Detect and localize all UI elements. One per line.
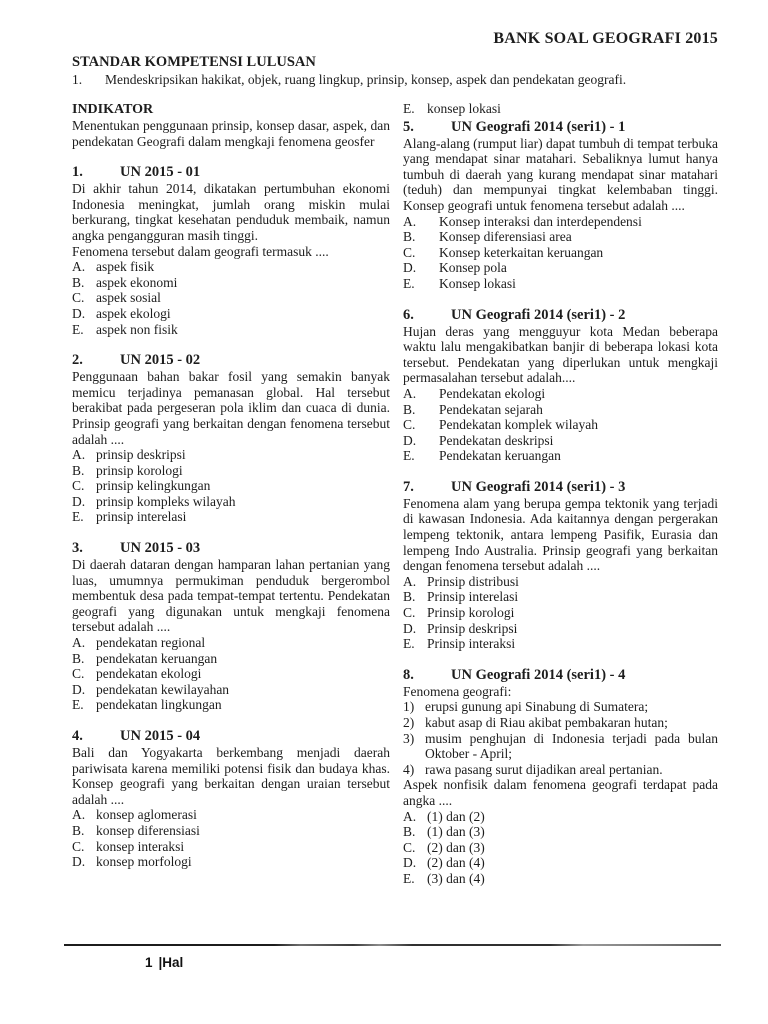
option-text: prinsip kompleks wilayah (96, 493, 236, 509)
skl-item-text: Mendeskripsikan hakikat, objek, ruang lingkup, prinsip, konsep, aspek dan pendekatan geografi. (105, 72, 627, 87)
answer-option (403, 824, 718, 840)
option-letter: C. (403, 839, 416, 855)
answer-option (403, 605, 718, 621)
answer-option (403, 276, 718, 292)
option-text: aspek ekologi (96, 305, 171, 321)
option-letter: A. (72, 447, 86, 463)
question-body: Hujan deras yang mengguyur kota Medan beberapa waktu lalu mengakibatkan banjir di beberapa lokasi kota tersebut. Pendekatan yang diperlukan untuk mengkaji permasalahan tersebut adalah.... (403, 323, 718, 386)
question-number: 7. (403, 478, 414, 495)
option-text: pendekatan regional (96, 635, 206, 651)
footer-page-number: 1 (145, 955, 153, 970)
footer-label: |Hal (158, 955, 184, 970)
answer-option (403, 402, 718, 418)
answer-option (403, 417, 718, 433)
option-text: pendekatan lingkungan (96, 697, 222, 713)
list-item (403, 699, 718, 715)
option-text: konsep morfologi (96, 854, 192, 870)
option-letter: B. (403, 824, 416, 840)
option-text: aspek non fisik (96, 321, 178, 337)
option-letter: C. (72, 290, 85, 306)
question-number: 6. (403, 306, 414, 323)
list-item-text: musim penghujan di Indonesia terjadi pada bulan Oktober - April; (425, 730, 718, 762)
question-number: 5. (403, 118, 414, 135)
option-text: konsep lokasi (427, 101, 501, 116)
option-letter: C. (403, 244, 416, 260)
question-1 (72, 164, 390, 337)
option-text: (3) dan (4) (427, 870, 485, 886)
question-body: Bali dan Yogyakarta berkembang menjadi daerah pariwisata karena memiliki potensi fisik dan budaya khas. Konsep geografi yang berkaitan dengan uraian tersebut adalah .... (72, 745, 390, 807)
question-3 (72, 540, 390, 713)
question-header (72, 352, 390, 369)
answer-option (72, 322, 390, 338)
answer-option (403, 855, 718, 871)
answer-option (72, 306, 390, 322)
option-text: pendekatan kewilayahan (96, 681, 230, 697)
page-footer (145, 955, 183, 970)
list-item-text: kabut asap di Riau akibat pembakaran hutan; (425, 715, 668, 730)
list-item (403, 762, 718, 778)
question-5 (403, 119, 718, 292)
option-text: Prinsip distribusi (427, 573, 519, 589)
answer-option (403, 621, 718, 637)
answer-option (403, 386, 718, 402)
question-body: Penggunaan bahan bakar fosil yang semakin banyak memicu terjadinya pemanasan global. Hal tersebut berakibat pada pergeseran pola iklim dan cuaca di dunia. Prinsip geografi yang berkaitan dengan fenomena tersebut adalah .... (72, 369, 390, 447)
option-text: Konsep pola (439, 260, 507, 276)
option-letter: B. (72, 650, 85, 666)
question-header (403, 307, 718, 324)
list-item-text: rawa pasang surut dijadikan areal pertanian. (425, 761, 663, 777)
answer-option (72, 635, 390, 651)
question-title: UN 2015 - 01 (120, 164, 201, 181)
answer-option (72, 463, 390, 479)
question-title: UN Geografi 2014 (seri1) - 4 (451, 666, 626, 683)
option-text: prinsip deskripsi (96, 447, 186, 463)
option-letter: B. (403, 229, 416, 245)
options-list (72, 447, 390, 525)
option-text: (2) dan (3) (427, 839, 485, 855)
answer-option (72, 478, 390, 494)
option-text: prinsip kelingkungan (96, 478, 211, 494)
question-2 (72, 352, 390, 525)
answer-option (403, 229, 718, 245)
option-letter: A. (403, 213, 417, 229)
option-text: Prinsip korologi (427, 605, 515, 621)
option-letter: B. (403, 589, 416, 605)
option-letter: B. (72, 274, 85, 290)
option-text: Pendekatan komplek wilayah (439, 417, 598, 433)
list-item-marker: 4) (403, 761, 415, 777)
option-text: (1) dan (3) (427, 824, 485, 840)
indikator-text: Menentukan penggunaan prinsip, konsep dasar, aspek, dan pendekatan Geografi dalam mengkaji fenomena geosfer (72, 118, 390, 149)
answer-option (403, 871, 718, 887)
answer-option (72, 275, 390, 291)
option-letter: B. (72, 822, 85, 838)
option-letter: D. (403, 432, 417, 448)
list-item-marker: 2) (403, 715, 415, 730)
option-letter: D. (72, 305, 86, 321)
question-header (403, 667, 718, 684)
options-list (72, 807, 390, 869)
answer-option (72, 839, 390, 855)
option-letter: E. (403, 275, 415, 291)
option-text: Prinsip interelasi (427, 589, 519, 605)
option-text: (1) dan (2) (427, 808, 485, 824)
answer-option (72, 854, 390, 870)
options-list (403, 386, 718, 464)
indikator-heading: INDIKATOR (72, 102, 154, 117)
option-letter: E. (72, 509, 84, 525)
footer-divider (64, 944, 721, 946)
answer-option (72, 682, 390, 698)
options-list (72, 635, 390, 713)
option-letter: E. (403, 636, 415, 652)
option-letter: B. (72, 462, 85, 478)
option-text: pendekatan ekologi (96, 666, 202, 682)
options-list (403, 574, 718, 652)
question-stem: Aspek nonfisik dalam fenomena geografi terdapat pada angka .... (403, 777, 718, 808)
answer-option (403, 589, 718, 605)
option-text: aspek ekonomi (96, 274, 178, 290)
option-text: aspek sosial (96, 290, 161, 306)
options-list (403, 809, 718, 887)
question-title: UN Geografi 2014 (seri1) - 1 (451, 118, 626, 135)
option-text: Prinsip interaksi (427, 636, 516, 652)
answer-option (72, 651, 390, 667)
option-text: Konsep interaksi dan interdependensi (439, 213, 642, 229)
answer-option (403, 433, 718, 449)
answer-option (403, 448, 718, 464)
question-body: Di akhir tahun 2014, dikatakan pertumbuhan ekonomi Indonesia meningkat, jumlah orang miskin mulai berkurang, tingkat kesehatan penduduk membaik, namun angka pengangguran masih tinggi. (72, 181, 390, 243)
option-letter: D. (403, 260, 417, 276)
question-4 (72, 728, 390, 870)
answer-option (403, 840, 718, 856)
option-text: Pendekatan ekologi (439, 385, 546, 401)
option-letter: E. (403, 448, 415, 464)
question-6 (403, 307, 718, 464)
answer-option (72, 290, 390, 306)
question-8 (403, 667, 718, 887)
question-number: 3. (72, 540, 83, 557)
option-text: prinsip interelasi (96, 509, 187, 525)
option-text: konsep interaksi (96, 838, 185, 854)
question-intro: Fenomena geografi: (403, 683, 512, 699)
list-item (403, 715, 718, 731)
numbered-list (403, 699, 718, 777)
page-header-title: BANK SOAL GEOGRAFI 2015 (493, 30, 718, 47)
option-letter: D. (403, 620, 417, 636)
option-text: konsep diferensiasi (96, 822, 200, 838)
option-letter: A. (72, 807, 86, 823)
option-letter: E. (403, 870, 415, 886)
question-header (72, 164, 390, 181)
option-letter: D. (403, 855, 417, 871)
question-title: UN 2015 - 03 (120, 540, 201, 557)
question-number: 1. (72, 164, 83, 181)
option-text: Konsep keterkaitan keruangan (439, 244, 604, 260)
option-text: pendekatan keruangan (96, 650, 218, 666)
answer-option (72, 509, 390, 525)
answer-option (72, 823, 390, 839)
answer-option (72, 697, 390, 713)
option-text: Prinsip deskripsi (427, 620, 518, 636)
question-header (72, 728, 390, 745)
question-7 (403, 479, 718, 652)
list-item-text: erupsi gunung api Sinabung di Sumatera; (425, 699, 649, 715)
option-letter: E. (403, 101, 415, 116)
option-letter: D. (72, 681, 86, 697)
answer-option (403, 260, 718, 276)
answer-option (72, 447, 390, 463)
option-letter: C. (72, 666, 85, 682)
option-text: Pendekatan sejarah (439, 401, 543, 417)
question-title: UN 2015 - 04 (120, 728, 201, 744)
question-body: Di daerah dataran dengan hamparan lahan pertanian yang luas, umumnya permukiman penduduk bergerombol membentuk desa pada tempat-tempat tertentu. Pendekatan geografi yang digunakan untuk mengkaji fenomena tersebut adalah .... (72, 557, 390, 635)
option-letter: A. (403, 385, 417, 401)
option-letter: D. (72, 854, 86, 870)
answer-option (72, 666, 390, 682)
skl-heading: STANDAR KOMPETENSI LULUSAN (72, 54, 316, 70)
question-title: UN 2015 - 02 (120, 352, 201, 369)
option-text: Konsep lokasi (439, 275, 516, 291)
list-item-marker: 1) (403, 699, 415, 715)
question-header (403, 479, 718, 496)
question-body: Fenomena alam yang berupa gempa tektonik yang terjadi di kawasan Indonesia. Ada kaitannya dengan pergerakan lempeng tektonik, antara lempeng Pasifik, Eurasia dan lempeng Indo Australia. Prinsip geografi yang berkaitan dengan fenomena tersebut adalah .... (403, 495, 718, 574)
option-letter: C. (403, 605, 416, 621)
option-text: Pendekatan deskripsi (439, 432, 554, 448)
question-title: UN Geografi 2014 (seri1) - 3 (451, 478, 626, 495)
option-letter: C. (403, 417, 416, 433)
option-letter: C. (72, 838, 85, 854)
question-number: 2. (72, 352, 83, 369)
option-letter: A. (403, 808, 417, 824)
option-letter: B. (403, 401, 416, 417)
question-body: Alang-alang (rumput liar) dapat tumbuh di tempat terbuka yang mendapat sinar matahari. Sebaliknya lumut hanya tumbuh di daerah yang kurang mendapat sinar matahari (teduh) dan mempunyai tingkat kelembaban tinggi. Konsep geografi untuk fenomena tersebut adalah .... (403, 135, 718, 213)
answer-option (403, 214, 718, 230)
list-item-marker: 3) (403, 730, 415, 746)
two-column-layout (72, 101, 718, 887)
left-column (72, 101, 390, 887)
answer-option (72, 807, 390, 823)
question-header (403, 119, 718, 136)
option-letter: A. (72, 259, 86, 275)
option-text: aspek fisik (96, 259, 155, 275)
list-item (403, 731, 718, 762)
answer-option (403, 809, 718, 825)
options-list (403, 214, 718, 292)
skl-item (72, 72, 718, 88)
right-column (403, 101, 718, 887)
skl-item-number: 1. (72, 72, 83, 87)
option-letter: C. (72, 478, 85, 494)
option-text: prinsip korologi (96, 462, 183, 478)
question-number: 4. (72, 728, 83, 744)
option-letter: A. (403, 573, 417, 589)
answer-option (403, 245, 718, 261)
question-header (72, 540, 390, 557)
question-title: UN Geografi 2014 (seri1) - 2 (451, 306, 626, 323)
option-letter: E. (72, 321, 84, 337)
options-list (72, 259, 390, 337)
option-letter: E. (72, 697, 84, 713)
option-letter: A. (72, 635, 86, 651)
answer-option (72, 494, 390, 510)
option-letter: D. (72, 493, 86, 509)
option-text: Konsep diferensiasi area (439, 229, 572, 245)
answer-option (403, 574, 718, 590)
option-text: konsep aglomerasi (96, 807, 197, 823)
option-text: Pendekatan keruangan (439, 448, 561, 464)
question-number: 8. (403, 666, 414, 683)
answer-option (72, 259, 390, 275)
answer-option-carryover (403, 101, 718, 117)
question-stem: Fenomena tersebut dalam geografi termasuk .... (72, 243, 329, 259)
answer-option (403, 636, 718, 652)
option-text: (2) dan (4) (427, 855, 485, 871)
